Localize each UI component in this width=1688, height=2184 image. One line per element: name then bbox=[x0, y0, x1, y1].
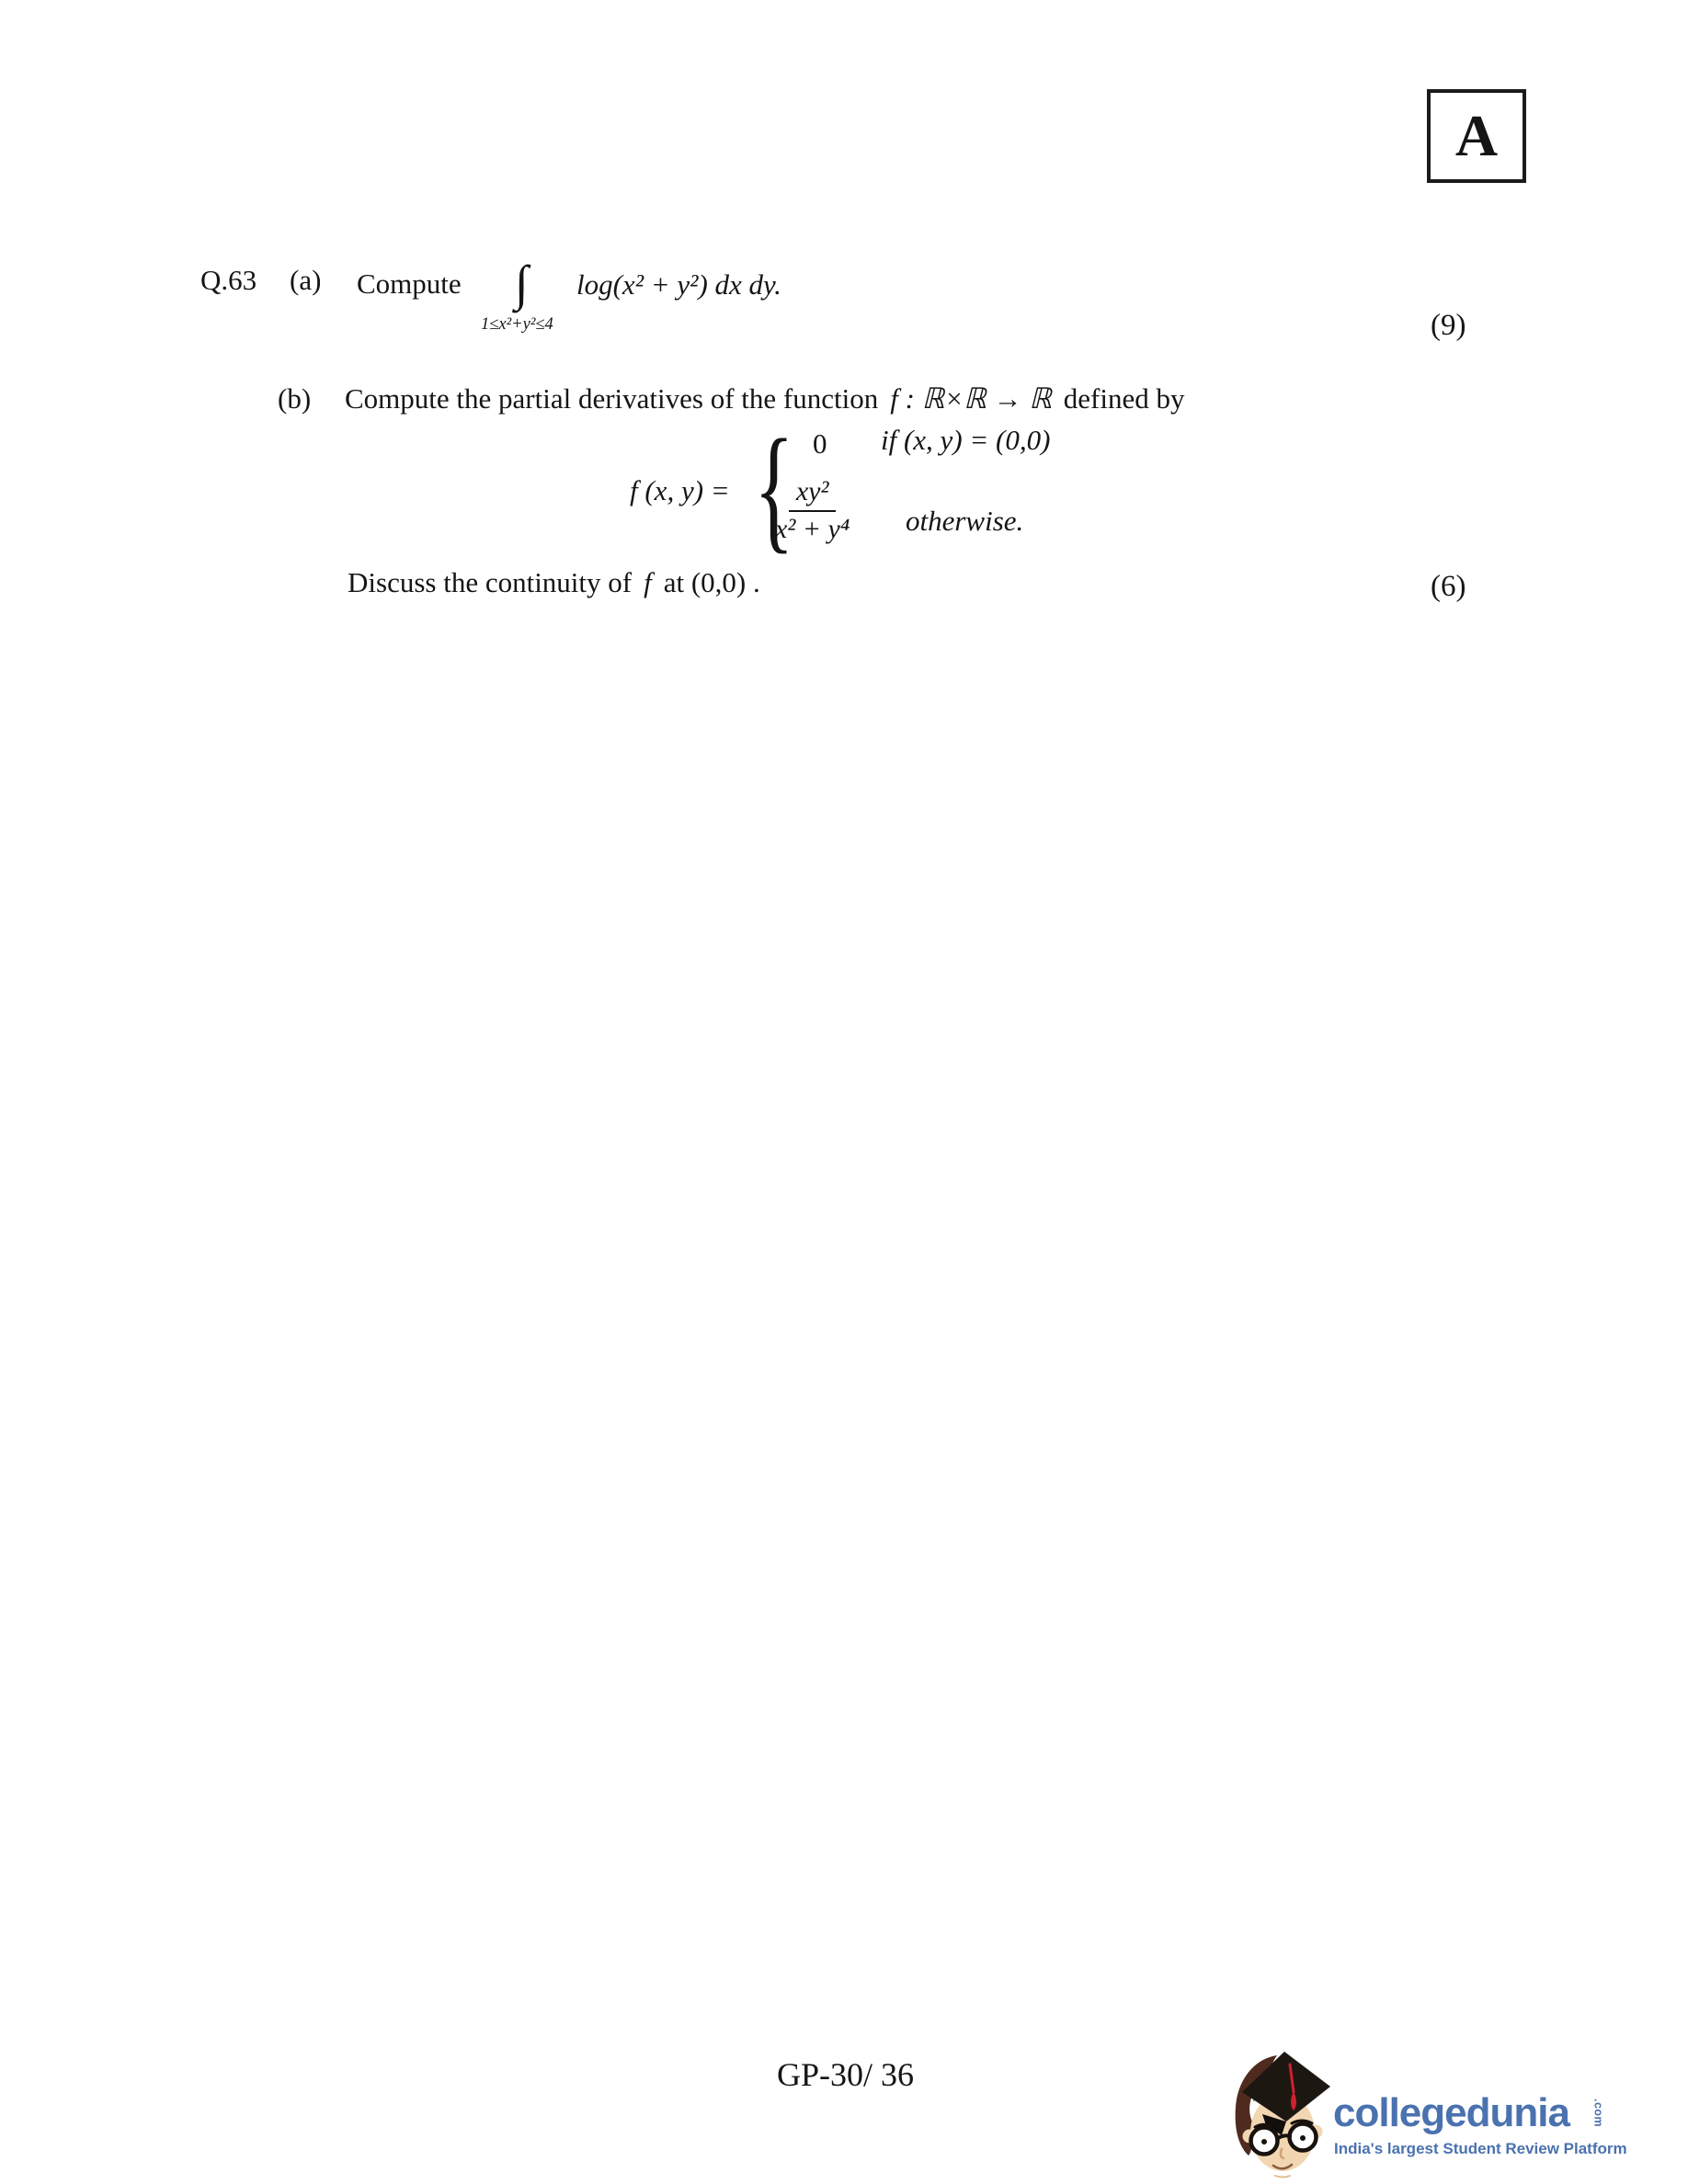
case1-condition: if (x, y) = (0,0) bbox=[881, 424, 1051, 456]
integral-subscript: 1≤x²+y²≤4 bbox=[481, 315, 553, 334]
case2-denominator: x² + y⁴ bbox=[775, 514, 850, 544]
discuss-text-after: at (0,0) . bbox=[663, 566, 760, 598]
question-number: Q.63 bbox=[200, 264, 257, 296]
version-label: A bbox=[1454, 103, 1499, 168]
mascot-icon bbox=[1229, 2046, 1332, 2180]
part-b-label: (b) bbox=[278, 382, 312, 415]
part-a-lead: Compute bbox=[357, 267, 462, 300]
footer-page-code: GP-30/ 36 bbox=[777, 2056, 915, 2093]
discuss-line bbox=[348, 566, 760, 599]
discuss-text-before: Discuss the continuity of bbox=[348, 566, 633, 598]
brand-name: collegedunia bbox=[1333, 2090, 1569, 2135]
case1-value: 0 bbox=[813, 427, 827, 460]
part-a-marks: (9) bbox=[1431, 309, 1466, 342]
brand-domain-suffix: .com bbox=[1591, 2099, 1605, 2128]
part-b-text-before: Compute the partial derivatives of the function bbox=[345, 382, 879, 415]
version-box bbox=[1427, 89, 1526, 183]
case2-condition: otherwise. bbox=[906, 505, 1024, 537]
piecewise-brace: { bbox=[754, 411, 794, 565]
part-b-marks: (6) bbox=[1431, 570, 1466, 603]
discuss-function-symbol: f bbox=[644, 566, 652, 598]
part-b-text-after: defined by bbox=[1063, 382, 1185, 415]
piecewise-lhs: f (x, y) = bbox=[630, 474, 730, 506]
brand-tagline: India's largest Student Review Platform bbox=[1334, 2140, 1627, 2157]
case2-numerator: xy² bbox=[789, 476, 837, 512]
part-a-integrand: log(x² + y²) dx dy. bbox=[576, 268, 781, 301]
integral-symbol: ∫ bbox=[515, 256, 529, 311]
function-signature: f : ℝ×ℝ → ℝ bbox=[890, 382, 1052, 415]
case2-fraction bbox=[775, 476, 850, 545]
part-a-label: (a) bbox=[290, 264, 322, 296]
